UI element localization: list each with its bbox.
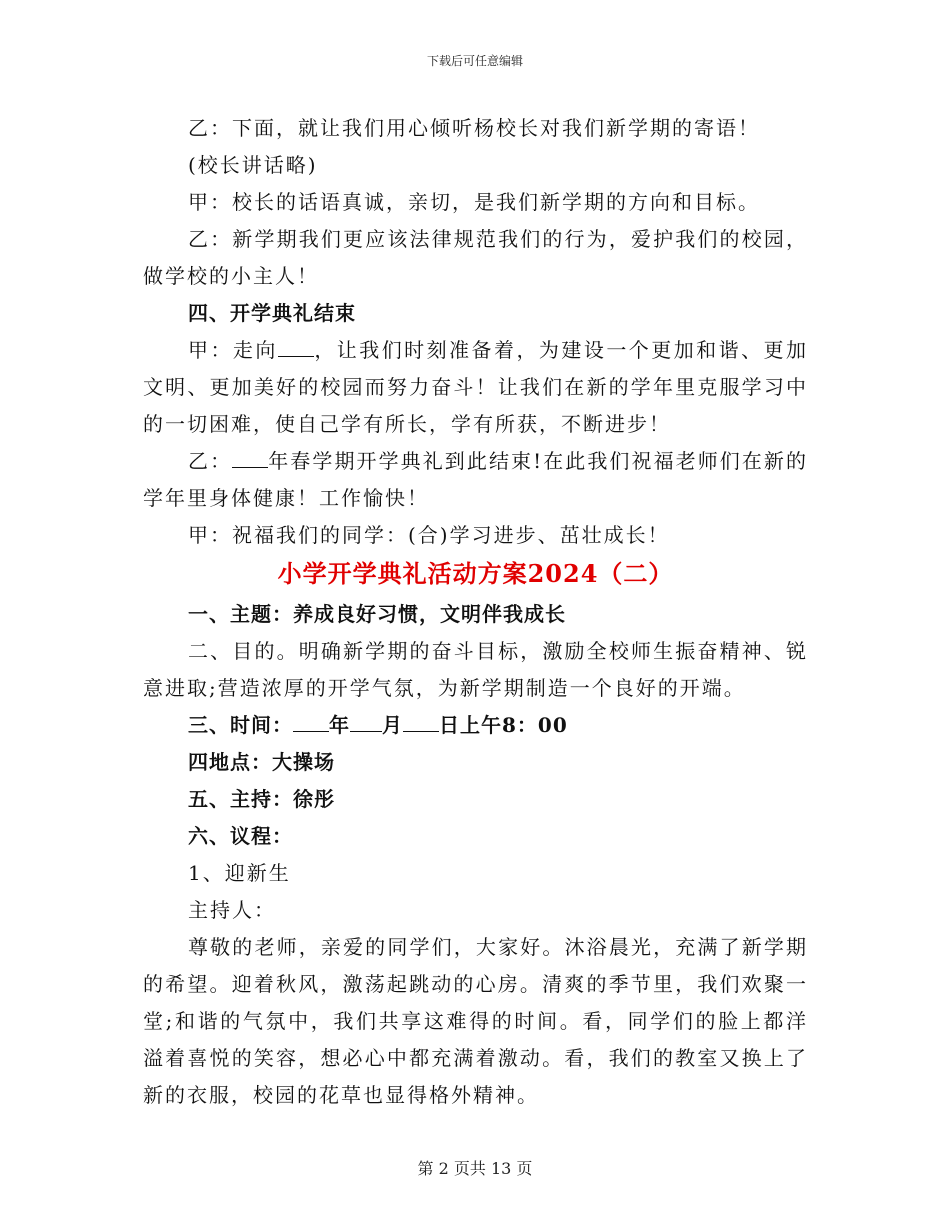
fill-in-blank [403,713,439,732]
time-day: 日上午8：00 [439,713,568,737]
paragraph [143,443,808,517]
speech-paragraph: 尊敬的老师，亲爱的同学们，大家好。沐浴晨光，充满了新学期的希望。迎着秋风，激荡起跳动的心房。清爽的季节里，我们欢聚一堂;和谐的气氛中，我们共享这难得的时间。看，同学们的脸上都洋溢着喜悦的笑容，想必心中都充满着激动。看，我们的教室又换上了新的衣服，校园的花草也显得格外精神。 [143,935,808,1107]
text-run: 年春学期开学典礼到此结束!在此我们祝福老师们在新的学年里身体健康！工作愉快！ [143,449,809,510]
time-label: 三、时间： [188,713,293,737]
theme-line: 一、主题：养成良好习惯，文明伴我成长 [188,602,566,626]
host-line: 五、主持：徐彤 [188,787,335,811]
page-footer: 第 2 页共 13 页 [417,1159,533,1178]
fill-in-blank [350,713,382,732]
section-heading: 四、开学典礼结束 [188,301,356,325]
section-title: 小学开学典礼活动方案2024（二） [277,559,674,588]
time-line [143,707,808,744]
fill-in-blank [293,713,329,732]
text-run: 甲：走向 [188,338,278,362]
page-header: 下载后可任意编辑 [426,54,523,68]
paragraph: 乙：新学期我们更应该法律规范我们的行为，爱护我们的校园，做学校的小主人！ [143,227,808,288]
fill-in-blank [278,338,314,357]
speaker-label: 主持人： [188,898,276,922]
text-run: ，让我们时刻准备着，为建设一个更加和谐、更加文明、更加美好的校园而努力奋斗！让我们在新的学年里克服学习中的一切困难，使自己学有所长，学有所获，不断进步！ [143,338,809,436]
purpose-paragraph: 二、目的。明确新学期的奋斗目标，激励全校师生振奋精神、锐意进取;营造浓厚的开学气氛，为新学期制造一个良好的开端。 [143,639,808,700]
paragraph: 乙：下面，就让我们用心倾听杨校长对我们新学期的寄语！ [188,116,760,140]
fill-in-blank [232,449,268,468]
paragraph: (校长讲话略) [188,153,318,177]
paragraph: 甲：祝福我们的同学：(合)学习进步、茁壮成长！ [188,523,670,547]
agenda-item: 1、迎新生 [188,861,291,885]
text-run: 乙： [188,449,233,473]
document-body [143,110,808,1114]
paragraph [143,332,808,443]
time-month: 月 [382,713,403,737]
place-line: 四地点：大操场 [188,750,335,774]
time-year: 年 [329,713,350,737]
agenda-heading: 六、议程： [188,824,293,848]
paragraph: 甲：校长的话语真诚，亲切，是我们新学期的方向和目标。 [188,190,760,214]
